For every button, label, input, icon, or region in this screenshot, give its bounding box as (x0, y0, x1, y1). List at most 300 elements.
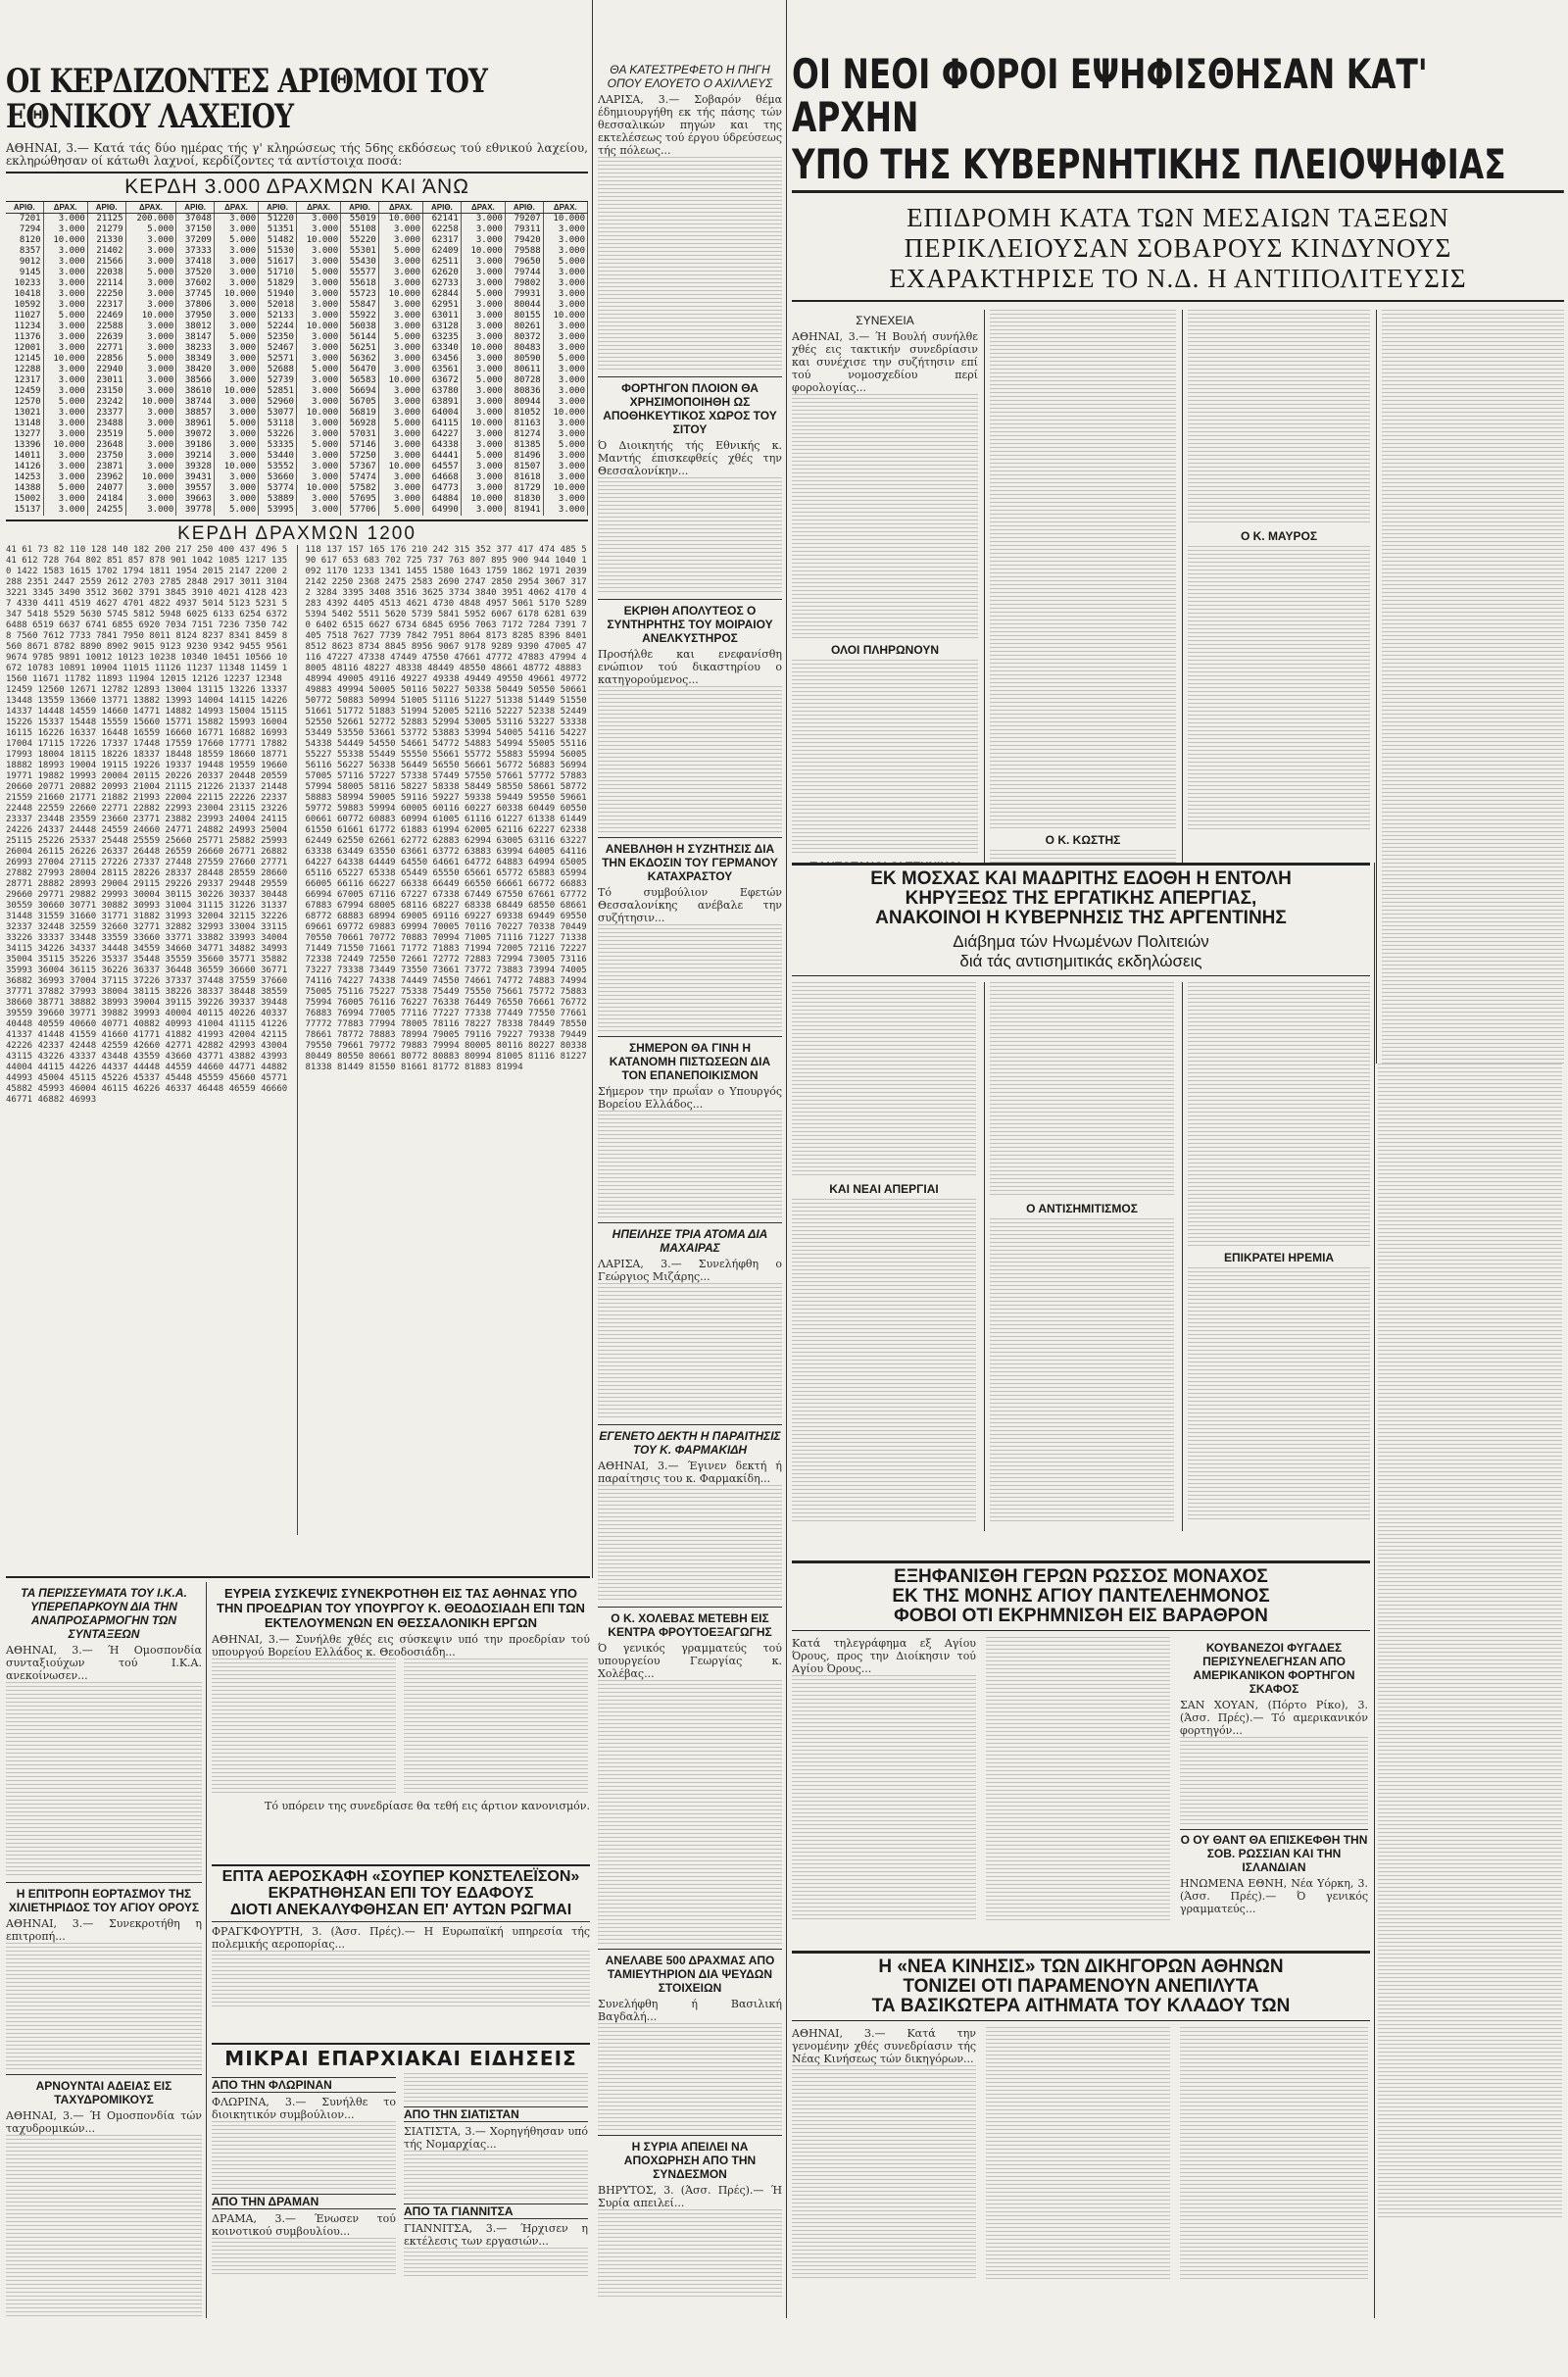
lottery-prize-amount: 10.000 (543, 311, 587, 322)
lottery-ticket-number: 38420 (176, 365, 215, 375)
argentina-sub-antisemitism: Ο ΑΝΤΙΣΗΜΙΤΙΣΜΟΣ (1026, 1201, 1138, 1215)
u-thant-text: ΗΝΩΜΕΝΑ ΕΘΝΗ, Νέα Υόρκη, 3. (Άσσ. Πρές).— Ό γενικός γραμματεύς... (1180, 1876, 1368, 1915)
lottery-prize-amount: 3.000 (296, 343, 340, 354)
lottery-ticket-number: 56819 (341, 408, 379, 419)
lottery-row (6, 429, 588, 440)
lottery-prize-amount: 10.000 (296, 408, 340, 419)
lottery-col-header: ΔΡΑΧ. (43, 202, 87, 214)
lottery-prize-amount: 3.000 (125, 440, 176, 451)
lottery-prize-amount: 3.000 (125, 408, 176, 419)
lottery-ticket-number: 55618 (341, 278, 379, 289)
lawyers-story (792, 1951, 1370, 2316)
lottery-prize-amount: 3.000 (43, 332, 87, 343)
lottery-prize-amount: 3.000 (43, 505, 87, 516)
lottery-section-small: ΚΕΡΔΗ ΔΡΑΧΜΩΝ 1200 (6, 520, 588, 545)
lottery-ticket-number: 56144 (341, 332, 379, 343)
lottery-prize-amount: 3.000 (296, 289, 340, 300)
lottery-prize-amount: 3.000 (125, 494, 176, 505)
lottery-prize-amount: 3.000 (543, 429, 587, 440)
lottery-prize-amount: 3.000 (43, 246, 87, 257)
lottery-prize-amount: 3.000 (43, 375, 87, 386)
lottery-ticket-number: 64004 (423, 408, 462, 419)
lottery-prize-amount: 3.000 (378, 472, 422, 483)
lottery-ticket-number: 57582 (341, 483, 379, 494)
lottery-prize-amount: 3.000 (214, 494, 258, 505)
lottery-col-header: ΑΡΙΘ. (423, 202, 462, 214)
lottery-ticket-number: 63456 (423, 354, 462, 365)
lottery-prize-amount: 3.000 (43, 365, 87, 375)
lottery-ticket-number: 23519 (87, 429, 125, 440)
lottery-ticket-number: 55577 (341, 268, 379, 278)
lottery-col-header: ΑΡΙΘ. (341, 202, 379, 214)
lottery-ticket-number: 62317 (423, 235, 462, 246)
lottery-ticket-number: 79311 (505, 224, 543, 235)
lottery-ticket-number: 23750 (87, 451, 125, 462)
lawyers-text: ΑΘΗΝΑΙ, 3.— Κατά την γενομένην χθές συνεδρίασιν τής Νέας Κινήσεως τών δικηγόρων... (792, 2026, 976, 2065)
lottery-ticket-number: 80155 (505, 311, 543, 322)
lottery-ticket-number: 13277 (6, 429, 43, 440)
lottery-ticket-number: 62409 (423, 246, 462, 257)
lottery-ticket-number: 62620 (423, 268, 462, 278)
lottery-ticket-number: 81941 (505, 505, 543, 516)
lottery-ticket-number: 14011 (6, 451, 43, 462)
lottery-ticket-number: 23011 (87, 375, 125, 386)
lottery-prize-amount: 3.000 (214, 300, 258, 311)
lottery-prize-amount: 3.000 (43, 451, 87, 462)
lottery-prize-amount: 5.000 (214, 505, 258, 516)
lottery-ticket-number: 63780 (423, 386, 462, 397)
lottery-col-header: ΑΡΙΘ. (87, 202, 125, 214)
lottery-ticket-number: 81830 (505, 494, 543, 505)
lottery-prize-amount: 3.000 (461, 397, 505, 408)
lottery-ticket-number: 51617 (259, 257, 297, 268)
lottery-prize-amount: 3.000 (43, 278, 87, 289)
argentina-headline-3: ΑΝΑΚΟΙΝΟΙ Η ΚΥΒΕΡΝΗΣΙΣ ΤΗΣ ΑΡΓΕΝΤΙΝΗΣ (875, 907, 1287, 928)
lottery-prize-amount: 3.000 (378, 354, 422, 365)
argentina-headline-2: ΚΗΡΥΞΕΩΣ ΤΗΣ ΕΡΓΑΤΙΚΗΣ ΑΠΕΡΓΙΑΣ, (905, 887, 1257, 909)
lottery-prize-amount: 10.000 (296, 483, 340, 494)
lottery-prize-amount: 3.000 (461, 408, 505, 419)
lottery-prize-amount: 3.000 (43, 419, 87, 429)
lottery-prize-amount: 5.000 (125, 354, 176, 365)
postal-text: ΑΘΗΝΑΙ, 3.— Ή Ομοσπονδία τών ταχυδρομικών... (6, 2109, 202, 2135)
siatista-heading: ΑΠΟ ΤΗΝ ΣΙΑΤΙΣΤΑΝ (404, 2106, 588, 2122)
lottery-prize-amount: 3.000 (296, 300, 340, 311)
lottery-prize-amount: 5.000 (125, 268, 176, 278)
lottery-prize-amount: 10.000 (543, 483, 587, 494)
lottery-prize-amount: 3.000 (43, 408, 87, 419)
lottery-prize-amount: 3.000 (43, 429, 87, 440)
sub-resignation: ΕΓΕΝΕΤΟ ΔΕΚΤΗ Η ΠΑΡΑΙΤΗΣΙΣ ΤΟΥ Κ. ΦΑΡΜΑΚΙΔΗ (598, 1424, 782, 1457)
lottery-prize-amount: 10.000 (461, 246, 505, 257)
lottery-ticket-number: 8120 (6, 235, 43, 246)
lottery-ticket-number: 23242 (87, 397, 125, 408)
lottery-prize-amount: 3.000 (214, 429, 258, 440)
thessaloniki-notice: Τό υπόρειν της συνεδρίασε θα τεθή εις άρτιον κανονισμόν. (265, 1800, 590, 1812)
lottery-ticket-number: 62844 (423, 289, 462, 300)
sub-achilles: ΘΑ ΚΑΤΕΣΤΡΕΦΕΤΟ Η ΠΗΓΗ ΟΠΟΥ ΕΛΟΥΕΤΟ Ο ΑΧΙΛΛΕΥΣ (607, 63, 773, 90)
lottery-ticket-number: 37333 (176, 246, 215, 257)
lottery-prize-amount: 3.000 (543, 505, 587, 516)
lottery-ticket-number: 23871 (87, 462, 125, 472)
lottery-prize-amount: 3.000 (214, 322, 258, 332)
main-text-lead: ΑΘΗΝΑΙ, 3.— Ή Βουλή συνήλθε χθές εις τακτικήν συνεδρίασιν και συνέχισε την συζήτησιν επί τού νομοσχεδίου περί φορολογίας... (792, 330, 978, 395)
lottery-prize-amount: 3.000 (543, 300, 587, 311)
lottery-row (6, 354, 588, 365)
lottery-ticket-number: 22771 (87, 343, 125, 354)
thessaloniki-headline: ΕΥΡΕΙΑ ΣΥΣΚΕΨΙΣ ΣΥΝΕΚΡΟΤΗΘΗ ΕΙΣ ΤΑΣ ΑΘΗΝΑΣ ΥΠΟ ΤΗΝ ΠΡΟΕΔΡΙΑΝ ΤΟΥ ΥΠΟΥΡΓΟΥ Κ. ΘΕΟΔΟΣΙΑΔΗ ΕΠΙ ΤΩΝ ΕΚΤΕΛΟΥΜΕΝΩΝ ΕΝ ΘΕΣΣΑΛΟΝΙΚΗ ΕΡΓΩΝ (217, 1586, 585, 1630)
lottery-prize-amount: 3.000 (378, 278, 422, 289)
lottery-ticket-number: 53552 (259, 462, 297, 472)
lottery-ticket-number: 39186 (176, 440, 215, 451)
lottery-ticket-number: 53118 (259, 419, 297, 429)
lottery-ticket-number: 79744 (505, 268, 543, 278)
provincial-title: ΜΙΚΡΑΙ ΕΠΑΡΧΙΑΚΑΙ ΕΙΔΗΣΕΙΣ (224, 2047, 577, 2070)
lottery-prize-amount: 3.000 (125, 289, 176, 300)
u-thant-headline: Ο ΟΥ ΘΑΝΤ ΘΑ ΕΠΙΣΚΕΦΘΗ ΤΗΝ ΣΟΒ. ΡΩΣΣΙΑΝ ΚΑΙ ΤΗΝ ΙΣΛΑΝΔΙΑΝ (1180, 1829, 1368, 1874)
lottery-ticket-number: 57695 (341, 494, 379, 505)
lottery-ticket-number: 22469 (87, 311, 125, 322)
lottery-ticket-number: 52244 (259, 322, 297, 332)
lottery-ticket-number: 53226 (259, 429, 297, 440)
lottery-ticket-number: 80836 (505, 386, 543, 397)
lottery-ticket-number: 37745 (176, 289, 215, 300)
lottery-prize-amount: 3.000 (543, 246, 587, 257)
lottery-ticket-number: 39663 (176, 494, 215, 505)
lottery-prize-amount: 5.000 (296, 365, 340, 375)
lottery-ticket-number: 81385 (505, 440, 543, 451)
sub-syria: Η ΣΥΡΙΑ ΑΠΕΙΛΕΙ ΝΑ ΑΠΟΧΩΡΗΣΗ ΑΠΟ ΤΗΝ ΣΥΝΔΕΣΜΟΝ (598, 2135, 782, 2181)
lottery-ticket-number: 64338 (423, 440, 462, 451)
lottery-ticket-number: 38349 (176, 354, 215, 365)
lottery-ticket-number: 23150 (87, 386, 125, 397)
lottery-ticket-number: 7294 (6, 224, 43, 235)
athos-headline-1: ΕΞΗΦΑΝΙΣΘΗ ΓΕΡΩΝ ΡΩΣΣΟΣ ΜΟΝΑΧΟΣ (894, 1566, 1268, 1587)
lottery-prize-amount: 5.000 (378, 332, 422, 343)
lottery-prize-amount: 3.000 (125, 322, 176, 332)
lottery-prize-amount: 3.000 (296, 278, 340, 289)
lottery-ticket-number: 57250 (341, 451, 379, 462)
lottery-ticket-number: 13396 (6, 440, 43, 451)
lottery-prize-amount: 3.000 (543, 322, 587, 332)
lottery-prize-amount: 5.000 (461, 289, 505, 300)
lottery-row (6, 235, 588, 246)
lottery-ticket-number: 51220 (259, 214, 297, 225)
lottery-prize-amount: 10.000 (461, 494, 505, 505)
provincial-news (212, 2043, 590, 2319)
ika-text: ΑΘΗΝΑΙ, 3.— Ή Ομοσπονδία συνταξιούχων τού Ι.Κ.Α. ανεκοίνωσεν... (6, 1644, 202, 1682)
lottery-ticket-number: 11376 (6, 332, 43, 343)
lottery-ticket-number: 64227 (423, 429, 462, 440)
athos-headline-2: ΕΚ ΤΗΣ ΜΟΝΗΣ ΑΓΙΟΥ ΠΑΝΤΕΛΕΗΜΟΝΟΣ (892, 1585, 1270, 1607)
lottery-prize-amount: 3.000 (296, 419, 340, 429)
text-savings: Συνελήφθη ή Βασιλική Βαγδαλή... (598, 1998, 782, 2023)
lottery-ticket-number: 24255 (87, 505, 125, 516)
giannitsa-heading: ΑΠΟ ΤΑ ΓΙΑΝΝΙΤΣΑ (404, 2204, 588, 2219)
lottery-ticket-number: 15137 (6, 505, 43, 516)
lottery-ticket-number: 62951 (423, 300, 462, 311)
lottery-ticket-number: 63340 (423, 343, 462, 354)
lottery-prize-amount: 3.000 (214, 343, 258, 354)
lottery-prize-amount: 5.000 (378, 505, 422, 516)
lottery-ticket-number: 63235 (423, 332, 462, 343)
lottery-ticket-number: 81496 (505, 451, 543, 462)
argentina-sub-calm: ΕΠΙΚΡΑΤΕΙ ΗΡΕΜΙΑ (1223, 1250, 1335, 1264)
lottery-prize-amount: 3.000 (543, 386, 587, 397)
lottery-prize-amount: 10.000 (125, 397, 176, 408)
lottery-ticket-number: 21279 (87, 224, 125, 235)
thessaloniki-story (212, 1582, 590, 1866)
lottery-ticket-number: 55922 (341, 311, 379, 322)
lottery-ticket-number: 56928 (341, 419, 379, 429)
lottery-prize-amount: 3.000 (296, 397, 340, 408)
lottery-prize-amount: 3.000 (461, 311, 505, 322)
aircraft-headline-3: ΔΙΟΤΙ ΑΝΕΚΑΛΥΦΘΗΣΑΝ ΕΠ' ΑΥΤΩΝ ΡΩΓΜΑΙ (212, 1903, 590, 1923)
lottery-ticket-number: 79931 (505, 289, 543, 300)
lottery-row (6, 246, 588, 257)
sub-knife: ΗΠΕΙΛΗΣΕ ΤΡΙΑ ΑΤΟΜΑ ΔΙΑ ΜΑΧΑΙΡΑΣ (598, 1222, 782, 1255)
lottery-ticket-number: 79207 (505, 214, 543, 225)
florina-text: ΦΛΩΡΙΝΑ, 3.— Συνήλθε το διοικητικόν συμβούλιον... (212, 2096, 396, 2121)
lottery-prize-amount: 3.000 (125, 365, 176, 375)
lottery-ticket-number: 55301 (341, 246, 379, 257)
lottery-ticket-number: 21566 (87, 257, 125, 268)
lottery-ticket-number: 63561 (423, 365, 462, 375)
lottery-prize-amount: 3.000 (296, 505, 340, 516)
lottery-prize-amount: 3.000 (378, 257, 422, 268)
lottery-prize-amount: 3.000 (543, 268, 587, 278)
lottery-ticket-number: 15002 (6, 494, 43, 505)
drama-text: ΔΡΑΜΑ, 3.— Ένωσεν τού κοινοτικού συμβουλίου... (212, 2212, 396, 2238)
lottery-prize-amount: 3.000 (43, 289, 87, 300)
lottery-prize-amount: 10.000 (378, 289, 422, 300)
lawyers-headline-3: ΤΑ ΒΑΣΙΚΩΤΕΡΑ ΑΙΤΗΜΑΤΑ ΤΟΥ ΚΛΑΔΟΥ ΤΩΝ (792, 1997, 1370, 2021)
lottery-row (6, 408, 588, 419)
siatista-text: ΣΙΑΤΙΣΤΑ, 3.— Χορηγήθησαν υπό τής Νομαρχίας... (404, 2125, 588, 2151)
lottery-ticket-number: 23648 (87, 440, 125, 451)
lottery-prize-amount: 3.000 (214, 246, 258, 257)
lottery-ticket-number: 23488 (87, 419, 125, 429)
lottery-ticket-number: 80590 (505, 354, 543, 365)
lottery-ticket-number: 80944 (505, 397, 543, 408)
lottery-ticket-number: 56694 (341, 386, 379, 397)
lottery-ticket-number: 63128 (423, 322, 462, 332)
lottery-ticket-number: 51829 (259, 278, 297, 289)
lottery-ticket-number: 56362 (341, 354, 379, 365)
lottery-row (6, 494, 588, 505)
lottery-prize-amount: 3.000 (543, 278, 587, 289)
lottery-prize-amount: 3.000 (296, 494, 340, 505)
lottery-col-header: ΔΡΑΧ. (125, 202, 176, 214)
lottery-row (6, 343, 588, 354)
athos-text: Κατά τηλεγράφημα εξ Αγίου Όρους, προς την Διοίκησιν τού Αγίου Όρους... (792, 1636, 976, 1675)
lottery-prize-amount: 3.000 (461, 386, 505, 397)
text-credits: Σήμερον την πρωΐαν ο Υπουργός Βορείου Ελλάδος... (598, 1085, 782, 1111)
lottery-prize-amount: 3.000 (543, 224, 587, 235)
lottery-prize-amount: 3.000 (378, 235, 422, 246)
lottery-row (6, 472, 588, 483)
short-news-column (598, 59, 782, 2377)
lottery-prize-amount: 3.000 (296, 224, 340, 235)
lottery-col-header: ΔΡΑΧ. (543, 202, 587, 214)
lottery-prize-amount: 3.000 (214, 472, 258, 483)
argentina-deck-1: Διάβημα τών Ηνωμένων Πολιτειών (953, 931, 1209, 951)
lottery-ticket-number: 7201 (6, 214, 43, 225)
main-sub-kostis: Ο Κ. ΚΩΣΤΗΣ (1045, 833, 1121, 848)
lottery-prize-amount: 5.000 (43, 311, 87, 322)
lottery-prize-amount: 3.000 (43, 472, 87, 483)
lottery-table (6, 202, 588, 516)
lottery-prize-amount: 3.000 (43, 268, 87, 278)
lottery-col-header: ΔΡΑΧ. (461, 202, 505, 214)
lottery-ticket-number: 37806 (176, 300, 215, 311)
lottery-row (6, 419, 588, 429)
lottery-ticket-number: 22038 (87, 268, 125, 278)
lottery-prize-amount: 3.000 (378, 343, 422, 354)
lottery-prize-amount: 10.000 (378, 375, 422, 386)
lottery-ticket-number: 57146 (341, 440, 379, 451)
sub-elevator: ΕΚΡΙΘΗ ΑΠΟΛΥΤΕΟΣ Ο ΣΥΝΤΗΡΗΤΗΣ ΤΟΥ ΜΟΙΡΑΙΟΥ ΑΝΕΛΚΥΣΤΗΡΟΣ (598, 599, 782, 645)
lottery-prize-amount: 5.000 (43, 397, 87, 408)
lottery-ticket-number: 23962 (87, 472, 125, 483)
lottery-ticket-number: 11234 (6, 322, 43, 332)
lottery-ticket-number: 51482 (259, 235, 297, 246)
lottery-ticket-number: 55723 (341, 289, 379, 300)
lottery-prize-amount: 3.000 (125, 257, 176, 268)
lottery-prize-amount: 3.000 (461, 440, 505, 451)
lottery-ticket-number: 52960 (259, 397, 297, 408)
lottery-ticket-number: 21402 (87, 246, 125, 257)
lottery-ticket-number: 39072 (176, 429, 215, 440)
lottery-prize-amount: 3.000 (543, 365, 587, 375)
lottery-ticket-number: 63891 (423, 397, 462, 408)
lottery-prize-amount: 3.000 (43, 462, 87, 472)
lottery-prize-amount: 3.000 (296, 375, 340, 386)
lottery-ticket-number: 12001 (6, 343, 43, 354)
lottery-prize-amount: 3.000 (296, 451, 340, 462)
lottery-ticket-number: 38744 (176, 397, 215, 408)
lottery-ticket-number: 81618 (505, 472, 543, 483)
main-sub-mavros: Ο Κ. ΜΑΥΡΟΣ (1240, 529, 1318, 544)
lottery-prize-amount: 3.000 (214, 365, 258, 375)
lottery-ticket-number: 51530 (259, 246, 297, 257)
main-deck-3: ΕΧΑΡΑΚΤΗΡΙΣΕ ΤΟ Ν.Δ. Η ΑΝΤΙΠΟΛΙΤΕΥΣΙΣ (792, 264, 1564, 302)
lottery-col-header: ΑΡΙΘ. (176, 202, 215, 214)
drama-heading: ΑΠΟ ΤΗΝ ΔΡΑΜΑΝ (212, 2194, 396, 2209)
lottery-prize-amount: 3.000 (43, 224, 87, 235)
lottery-ticket-number: 37520 (176, 268, 215, 278)
lottery-prize-amount: 3.000 (461, 300, 505, 311)
lottery-small-winners-right: 118 137 157 165 176 210 242 315 352 377 417 474 485 590 617 653 683 702 725 737 763 807 895 900 944 1040 1092 1170 1233 1341 1455 1580 1643 1759 1862 1971 2039 2142 2250 2368 2475 2583 2690 2747 2850 2954 3067 3172 3284 3395 3408 3516 3625 3734 3840 3951 4062 4170 4283 4392 4405 4513 4621 4730 4848 4957 5061 5170 5289 5394 5402 5511 5620 5739 5841 5952 6067 6178 6281 6390 6402 6515 6627 6734 6845 6956 7063 7172 7284 7391 7405 7518 7627 7739 7842 7951 8064 8173 8285 8396 8401 8512 8623 8734 8845 8956 9067 9178 9289 9390 47005 47116 47227 47338 47449 47550 47661 47772 47883 47994 48005 48116 48227 48338 48449 48550 48661 48772 48883 48994 49005 49116 49227 49338 49449 49550 49661 49772 49883 49994 50005 50116 50227 50338 50449 50550 50661 50772 50883 50994 51005 51116 51227 51338 51449 51550 51661 51772 51883 51994 52005 52116 52227 52338 52449 52550 52661 52772 52883 52994 53005 53116 53227 53338 53449 53550 53661 53772 53883 53994 54005 54116 54227 54338 54449 54550 54661 54772 54883 54994 55005 55116 55227 55338 55449 55550 55661 55772 55883 55994 56005 56116 56227 56338 56449 56550 56661 56772 56883 56994 57005 57116 57227 57338 57449 57550 57661 57772 57883 57994 58005 58116 58227 58338 58449 58550 58661 58772 58883 58994 59005 59116 59227 59338 59449 59550 59661 59772 59883 59994 60005 60116 60227 60338 60449 60550 60661 60772 60883 60994 61005 61116 61227 61338 61449 61550 61661 61772 61883 61994 62005 62116 62227 62338 62449 62550 62661 62772 62883 62994 63005 63116 63227 63338 63449 63550 63661 63772 63883 63994 64005 64116 64227 64338 64449 64550 64661 64772 64883 64994 65005 65116 65227 65338 65449 65550 65661 65772 65883 65994 66005 66116 66227 66338 66449 66550 66661 66772 66883 66994 67005 67116 67227 67338 67449 67550 67661 67772 67883 67994 68005 68116 68227 68338 68449 68550 68661 68772 68883 68994 69005 69116 69227 69338 69449 69550 69661 69772 69883 69994 70005 70116 70227 70338 70449 70550 70661 70772 70883 70994 71005 71116 71227 71338 71449 71550 71661 71772 71883 71994 72005 72116 72227 72338 72449 72550 72661 72772 72883 72994 73005 73116 73227 73338 73449 73550 73661 73772 73883 73994 74005 74116 74227 74338 74449 74550 74661 74772 74883 74994 75005 75116 75227 75338 75449 75550 75661 75772 75883 75994 76005 76116 76227 76338 76449 76550 76661 76772 76883 76994 77005 77116 77227 77338 77449 77550 77661 77772 77883 77994 78005 78116 78227 78338 78449 78550 78661 78772 78883 78994 79005 79116 79227 79338 79449 79550 79661 79772 79883 79994 80005 80116 80227 80338 80449 80550 80661 80772 80883 80994 81005 81116 81227 81338 81449 81550 81661 81772 81883 81994 (305, 545, 587, 1073)
lottery-ticket-number: 14388 (6, 483, 43, 494)
lottery-prize-amount: 5.000 (214, 332, 258, 343)
lottery-prize-amount: 10.000 (543, 214, 587, 225)
lottery-prize-amount: 3.000 (125, 483, 176, 494)
thessaloniki-text: ΑΘΗΝΑΙ, 3.— Συνήλθε χθές εις σύσκεψιν υπό την προεδρίαν τού υπουργού Βορείου Ελλάδος κ. Θεοδοσιάδη... (212, 1633, 590, 1659)
lottery-ticket-number: 52571 (259, 354, 297, 365)
cuban-headline: ΚΟΥΒΑΝΕΖΟΙ ΦΥΓΑΔΕΣ ΠΕΡΙΣΥΝΕΛΕΓΗΣΑΝ ΑΠΟ ΑΜΕΡΙΚΑΝΙΚΟΝ ΦΟΡΤΗΓΟΝ ΣΚΑΦΟΣ (1193, 1640, 1355, 1696)
lottery-ticket-number: 80261 (505, 322, 543, 332)
lottery-section-large: ΚΕΡΔΗ 3.000 ΔΡΑΧΜΩΝ ΚΑΙ ΆΝΩ (6, 172, 588, 202)
lottery-ticket-number: 53335 (259, 440, 297, 451)
lottery-prize-amount: 10.000 (461, 343, 505, 354)
sub-credits: ΣΗΜΕΡΟΝ ΘΑ ΓΙΝΗ Η ΚΑΤΑΝΟΜΗ ΠΙΣΤΩΣΕΩΝ ΔΙΑ ΤΟΝ ΕΠΑΝΕΠΟΙΚΙΣΜΟΝ (598, 1036, 782, 1082)
lottery-prize-amount: 3.000 (214, 451, 258, 462)
lottery-ticket-number: 38233 (176, 343, 215, 354)
lottery-prize-amount: 3.000 (461, 235, 505, 246)
lottery-ticket-number: 51940 (259, 289, 297, 300)
lottery-ticket-number: 37602 (176, 278, 215, 289)
lottery-ticket-number: 24077 (87, 483, 125, 494)
lottery-prize-amount: 3.000 (543, 375, 587, 386)
lottery-ticket-number: 57367 (341, 462, 379, 472)
lottery-ticket-number: 38610 (176, 386, 215, 397)
lottery-ticket-number: 80483 (505, 343, 543, 354)
lottery-prize-amount: 10.000 (214, 289, 258, 300)
right-column (1378, 1064, 1562, 2318)
lottery-prize-amount: 3.000 (214, 268, 258, 278)
lottery-ticket-number: 52133 (259, 311, 297, 322)
lottery-ticket-number: 56705 (341, 397, 379, 408)
lottery-ticket-number: 80728 (505, 375, 543, 386)
lottery-prize-amount: 5.000 (378, 246, 422, 257)
lottery-prize-amount: 3.000 (543, 332, 587, 343)
lottery-prize-amount: 3.000 (543, 397, 587, 408)
lottery-ticket-number: 80611 (505, 365, 543, 375)
lottery-prize-amount: 3.000 (43, 494, 87, 505)
lottery-ticket-number: 12570 (6, 397, 43, 408)
lottery-ticket-number: 39557 (176, 483, 215, 494)
lottery-ticket-number: 22317 (87, 300, 125, 311)
lottery-prize-amount: 3.000 (378, 224, 422, 235)
lottery-prize-amount: 3.000 (214, 278, 258, 289)
lottery-prize-amount: 10.000 (43, 235, 87, 246)
lottery-row (6, 289, 588, 300)
lottery-ticket-number: 9012 (6, 257, 43, 268)
lottery-ticket-number: 37950 (176, 311, 215, 322)
lottery-ticket-number: 51710 (259, 268, 297, 278)
lottery-prize-amount: 3.000 (296, 429, 340, 440)
lottery-ticket-number: 55108 (341, 224, 379, 235)
lottery-prize-amount: 3.000 (43, 214, 87, 225)
lottery-ticket-number: 64990 (423, 505, 462, 516)
lottery-ticket-number: 56251 (341, 343, 379, 354)
lottery-row (6, 386, 588, 397)
lottery-ticket-number: 53660 (259, 472, 297, 483)
lottery-prize-amount: 10.000 (378, 214, 422, 225)
lottery-ticket-number: 53889 (259, 494, 297, 505)
lottery-prize-amount: 3.000 (378, 494, 422, 505)
main-sub-all-pay: ΟΛΟΙ ΠΛΗΡΩΝΟΥΝ (831, 643, 939, 658)
lottery-prize-amount: 3.000 (543, 494, 587, 505)
lottery-prize-amount: 5.000 (214, 419, 258, 429)
lottery-ticket-number: 64884 (423, 494, 462, 505)
aircraft-story (212, 1864, 590, 2043)
lottery-col-header: ΑΡΙΘ. (505, 202, 543, 214)
lottery-prize-amount: 3.000 (214, 311, 258, 322)
lottery-prize-amount: 3.000 (125, 386, 176, 397)
lottery-prize-amount: 3.000 (214, 408, 258, 419)
lottery-ticket-number: 14253 (6, 472, 43, 483)
lottery-intro: ΑΘΗΝΑΙ, 3.— Κατά τάς δύο ημέρας τής γ' κληρώσεως τής 56ης εκδόσεως τού εθνικού λαχείου, εκληρώθησαν οί κάτωθι λαχνοί, κερδίζοντες τά αντίστοιχα ποσά: (6, 141, 588, 169)
lottery-prize-amount: 200.000 (125, 214, 176, 225)
lottery-prize-amount: 3.000 (214, 224, 258, 235)
text-elevator: Προσήλθε και ενεφανίσθη ενώπιον τού δικαστηρίου ο κατηγορούμενος... (598, 648, 782, 686)
lottery-row (6, 311, 588, 322)
lottery-ticket-number: 52018 (259, 300, 297, 311)
sub-cargo-ship: ΦΟΡΤΗΓΟΝ ΠΛΟΙΟΝ ΘΑ ΧΡΗΣΙΜΟΠΟΙΗΘΗ ΩΣ ΑΠΟΘΗΚΕΥΤΙΚΟΣ ΧΩΡΟΣ ΤΟΥ ΣΙΤΟΥ (598, 376, 782, 436)
lottery-ticket-number: 38566 (176, 375, 215, 386)
